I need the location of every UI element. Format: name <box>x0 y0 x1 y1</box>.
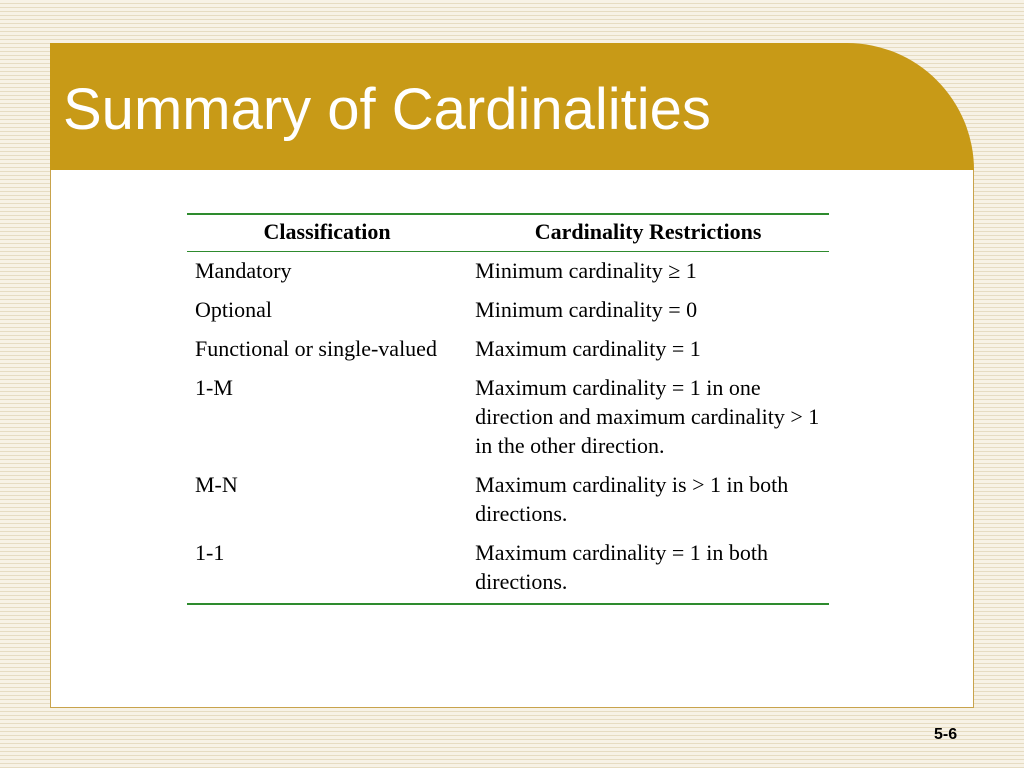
table-row <box>187 333 829 372</box>
title-band <box>50 43 974 170</box>
header-classification: Classification <box>187 214 467 252</box>
table-header-row <box>187 214 829 252</box>
table-row <box>187 252 829 295</box>
classification-cell: Optional <box>195 297 272 322</box>
restriction-cell: Maximum cardinality is > 1 in both directions. <box>475 472 789 526</box>
classification-cell: Functional or single-valued <box>195 336 437 361</box>
table-row <box>187 372 829 469</box>
header-cardinality-restrictions: Cardinality Restrictions <box>467 214 829 252</box>
classification-cell: 1-M <box>195 375 233 400</box>
restriction-cell: Maximum cardinality = 1 in both directions. <box>467 537 829 604</box>
page-number: 5-6 <box>934 726 958 743</box>
slide-title: Summary of Cardinalities <box>63 77 711 142</box>
restriction-cell: Maximum cardinality = 1 <box>475 336 701 361</box>
table-row <box>187 294 829 333</box>
table-row <box>187 469 829 537</box>
classification-cell: Mandatory <box>195 258 292 283</box>
restriction-cell: Minimum cardinality ≥ 1 <box>475 258 697 283</box>
classification-cell: 1-1 <box>187 537 467 604</box>
classification-cell: M-N <box>195 472 238 497</box>
restriction-cell: Minimum cardinality = 0 <box>475 297 698 322</box>
restriction-cell: Maximum cardinality = 1 in one direction and maximum cardinality > 1 in the other direction. <box>475 375 820 458</box>
cardinality-summary-table <box>187 213 829 605</box>
table-row <box>187 537 829 604</box>
